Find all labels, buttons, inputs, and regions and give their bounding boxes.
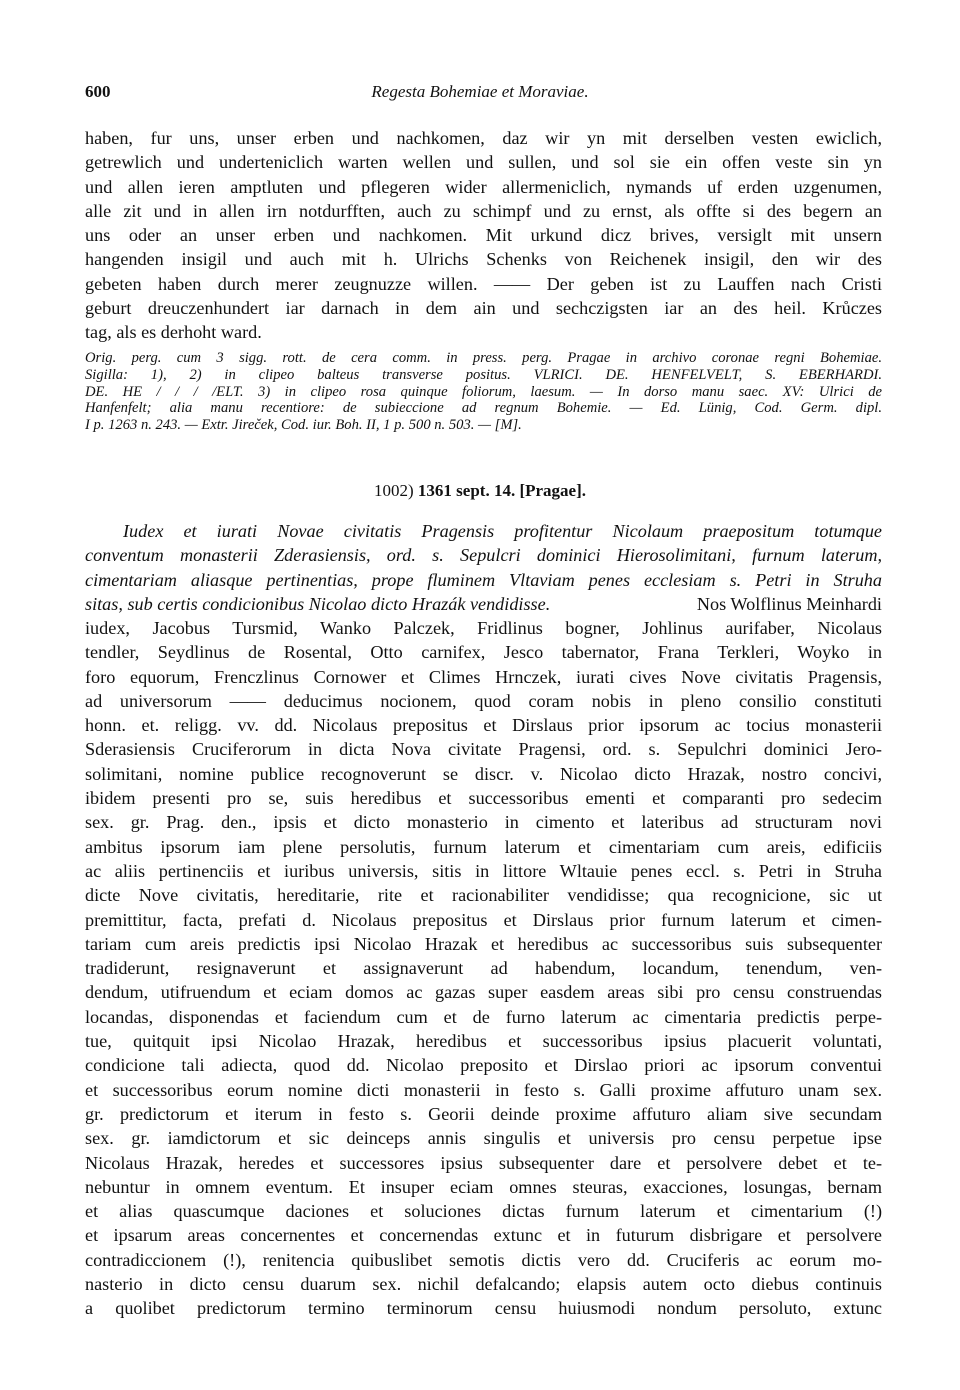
text-line: tue, quitquit ipsi Nicolao Hrazak, heredibus et successoribus ipsius placuerit voluntati, [85, 1031, 882, 1052]
text-line: tendler, Seydlinus de Rosental, Otto carnifex, Jesco tabernator, Frana Terkleri, Woyko in [85, 642, 882, 663]
note-line: Sigilla: 1), 2) in clipeo balteus transverse positus. VLRICI. DE. HENFELVELT, S. EBERHARDI. [85, 366, 882, 383]
text-line: Sderasiensis Cruciferorum in dicta Nova civitate Pragensi, ord. s. Sepulchri dominici Jero- [85, 739, 882, 760]
text-line: honn. et. religg. vv. dd. Nicolaus prepositus et Dirslaus prior ipsorum ac tocius monasterii [85, 715, 882, 736]
text-line: condicione tali adiecta, quod dd. Nicolao preposito et Dirslao priori ac ipsorum conventui [85, 1055, 882, 1076]
text-line: und allen ieren amptluten und pflegeren wider allermeniclich, nymands uf erden uzgenumen, [85, 176, 882, 197]
text-line: et ipsarum areas concernentes et concernendas extunc et in futurum disbrigare et persolvere [85, 1225, 882, 1246]
text-line: locandas, disponendas et faciendum cum et de furno laterum ac cimentaria predictis perpe- [85, 1006, 882, 1027]
text-line: contradiccionem (!), renitencia quibuslibet semotis dictis vero dd. Cruciferis ac eorum mo- [85, 1249, 882, 1270]
text-line: hangenden insigil und auch mit h. Ulrichs Schenks von Reichenek insigil, den wir des [85, 249, 882, 270]
text-line: solimitani, nomine publice recognoverunt se discr. v. Nicolao dicto Hrazak, nostro concivi, [85, 763, 882, 784]
text-line: geburt dreuczenhundert iar darnach in dem ain und sechczigsten iar an des heil. Krůczes [85, 298, 882, 319]
running-title: Regesta Bohemiae et Moraviae. [371, 82, 589, 101]
apparatus-notes [85, 350, 882, 434]
text-line: tariam cum areis predictis ipsi Nicolao Hrazak et heredibus ac successoribus suis subsequenter [85, 933, 882, 954]
regest-summary [85, 519, 882, 616]
page-number: 600 [85, 82, 111, 101]
text-line: dendum, utifruendum et eciam domos ac gazas super easdem areas sibi pro censu construendas [85, 982, 882, 1003]
text-line: alle zit und in allen irn notdurfften, auch zu schimpf und zu ernst, als offte si des begern an [85, 200, 882, 221]
entry-number: 1002) [374, 481, 414, 500]
text-line: ambitus ipsorum iam plene persolutis, furnum laterum et cimentariam cum areis, edificiis [85, 836, 882, 857]
text-line: foro equorum, Frenczlinus Cornower et Climes Hrnczek, iurati cives Nove civitatis Pragensis, [85, 666, 882, 687]
regest-last-text: sitas, sub certis condicionibus Nicolao dicto Hrazák vendidisse. [85, 593, 551, 614]
text-line: getrewlich und underteniclich warten wellen und sullen, und sol sie ein offen veste sin yn [85, 152, 882, 173]
body-start-text: Nos Wolflinus Meinhardi [696, 593, 882, 614]
text-line: nasterio in dicto censu duarum sex. nichil defalcando; elapsis autem octo diebus continuis [85, 1274, 882, 1295]
note-line: I p. 1263 n. 243. — Extr. Jireček, Cod. iur. Boh. II, 1 p. 500 n. 503. — [M]. [85, 417, 522, 434]
regest-line: cimentariam aliasque pertinentias, prope fluminem Vltaviam penes ecclesiam s. Petri in Struha [85, 569, 882, 590]
text-line: nebuntur in omnem eventum. Et insuper eciam omnes steuras, exacciones, losungas, bernam [85, 1176, 882, 1197]
regest-line: Iudex et iurati Novae civitatis Pragensis profitentur Nicolaum praepositum totumque [123, 521, 882, 541]
text-line: sex. gr. iamdictorum et sic deinceps annis singulis et universis pro censu perpetue ipse [85, 1128, 882, 1149]
text-line: et alias quascumque daciones et soluciones dictas furnum laterum et cimentarium (!) [85, 1201, 882, 1222]
entry-date: 1361 sept. 14. [Pragae]. [417, 481, 586, 500]
text-line: dicte Nove civitatis, hereditarie, rite et racionabiliter vendidisse; qua recognicione, sic ut [85, 885, 882, 906]
text-line: haben, fur uns, unser erben und nachkomen, daz wir yn mit derselben vesten ewiclich, [85, 128, 882, 148]
body-text-top [85, 126, 882, 345]
text-line: gr. predictorum et iterum in festo s. Georii deinde proxime affuturo aliam sive secundam [85, 1103, 882, 1124]
entry-heading [0, 481, 960, 501]
text-line: gebeten haben durch merer zeugnuzze willen. —— Der geben ist zu Lauffen nach Cristi [85, 273, 882, 294]
page-header [85, 82, 875, 108]
text-line: et successoribus eorum nomine dicti monasterii in festo s. Galli proxime affuturo unam sex. [85, 1079, 882, 1100]
text-line: tradiderunt, resignaverunt et assignaverunt ad habendum, locandum, tenendum, ven- [85, 958, 882, 979]
text-line: a quolibet predictorum termino terminorum censu huiusmodi nondum persoluto, extunc [85, 1298, 882, 1319]
regest-line: conventum monasterii Zderasiensis, ord. s. Sepulcri dominici Hierosolimitani, furnum laterum, [85, 545, 882, 566]
note-line: DE. HE / / / /ELT. 3) in clipeo rosa quinque foliorum, laesum. — In dorso manu saec. XV: Ulrici de [85, 383, 882, 400]
note-line: Hanfenfelt; alia manu recentiore: de subieccione ad regnum Bohemie. — Ed. Lünig, Cod. Germ. dipl. [85, 400, 882, 417]
text-line: tag, als es derhoht ward. [85, 322, 262, 343]
text-line: uns oder an unser erben und nachkomen. Mit urkund dicz brives, versiglt mit unsern [85, 225, 882, 246]
text-line: sex. gr. Prag. den., ipsis et dicto monasterio in cimento et lateribus ad structuram novi [85, 812, 882, 833]
text-line: iudex, Jacobus Tursmid, Wanko Palczek, Fridlinus bogner, Johlinus aurifaber, Nicolaus [85, 618, 882, 638]
text-line: ac aliis pertinenciis et iuribus universis, sitis in littore Wltauie penes eccl. s. Petri in Struha [85, 860, 882, 881]
text-line: Nicolaus Hrazak, heredes et successores ipsius subsequenter dare et persolvere debet et te- [85, 1152, 882, 1173]
body-text-main [85, 616, 882, 1321]
regest-line-mixed [85, 592, 882, 616]
text-line: ibidem presenti pro se, suis heredibus et successoribus ementi et comparanti pro sedecim [85, 788, 882, 809]
note-line: Orig. perg. cum 3 sigg. rott. de cera comm. in press. perg. Pragae in archivo coronae regni Bohemiae. [85, 350, 882, 366]
text-line: premittitur, facta, prefati d. Nicolaus prepositus et Dirslaus prior furnum laterum et cimen- [85, 909, 882, 930]
text-line: ad universorum —— deducimus nocionem, quod coram nobis in pleno consilio constituti [85, 690, 882, 711]
